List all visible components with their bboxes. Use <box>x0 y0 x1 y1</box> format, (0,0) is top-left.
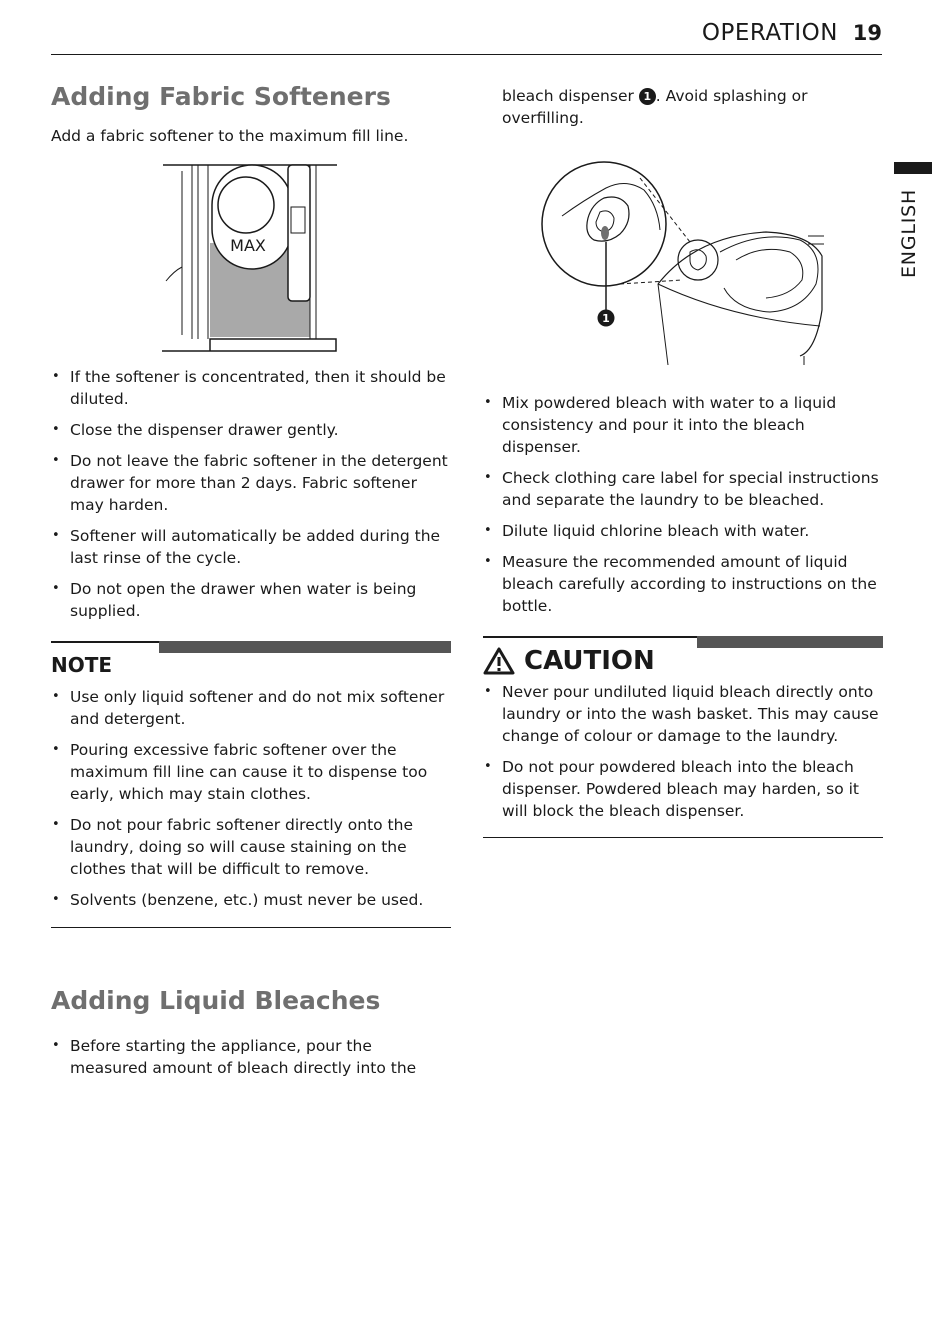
list-item: • Dilute liquid chlorine bleach with water. <box>483 520 883 542</box>
list-item: • Softener will automatically be added during the last rinse of the cycle. <box>51 525 451 569</box>
dispenser-marker: 1 <box>639 88 656 105</box>
softener-bullets <box>51 366 451 631</box>
softener-drawer-illustration <box>160 163 340 353</box>
note-title: NOTE <box>51 653 113 677</box>
page-number: 19 <box>852 21 882 45</box>
caution-title: CAUTION <box>524 646 655 676</box>
continued-text-start: bleach dispenser <box>502 87 634 105</box>
warning-icon <box>483 647 515 675</box>
section-title: OPERATION <box>701 20 838 46</box>
note-box <box>51 641 451 928</box>
bleach-dispenser-illustration <box>540 160 830 370</box>
language-tab <box>897 186 927 278</box>
page-header <box>51 18 882 55</box>
bleach-continued-text <box>502 85 882 129</box>
list-item: • Before starting the appliance, pour the measured amount of bleach directly into the <box>51 1035 451 1079</box>
list-item: • Use only liquid softener and do not mix softener and detergent. <box>51 686 451 730</box>
max-fill-label: MAX <box>230 236 266 255</box>
bleach-heading: Adding Liquid Bleaches <box>51 986 381 1015</box>
list-item: • Pouring excessive fabric softener over the maximum fill line can cause it to dispense too early, which may stain clothes. <box>51 739 451 805</box>
caution-box <box>483 636 883 838</box>
callout-number: 1 <box>602 312 610 325</box>
list-item: • Solvents (benzene, etc.) must never be used. <box>51 889 451 911</box>
bleach-section <box>51 986 451 1088</box>
list-item: • If the softener is concentrated, then it should be diluted. <box>51 366 451 410</box>
list-item: • Mix powdered bleach with water to a liquid consistency and pour it into the bleach dispenser. <box>483 392 883 458</box>
list-item: • Close the dispenser drawer gently. <box>51 419 451 441</box>
continued-text-end: . Avoid splashing or overfilling. <box>502 87 808 127</box>
caution-heading <box>483 646 655 676</box>
list-item: • Do not pour fabric softener directly onto the laundry, doing so will cause staining on the clothes that will be difficult to remove. <box>51 814 451 880</box>
list-item: • Check clothing care label for special instructions and separate the laundry to be bleached. <box>483 467 883 511</box>
list-item: • Never pour undiluted liquid bleach directly onto laundry or into the wash basket. This may cause change of colour or damage to the laundry. <box>483 681 883 747</box>
bleach-bullets <box>483 392 883 626</box>
softener-heading: Adding Fabric Softeners <box>51 82 391 111</box>
list-item: • Measure the recommended amount of liquid bleach carefully according to instructions on the bottle. <box>483 551 883 617</box>
language-tab-label: ENGLISH <box>898 188 920 278</box>
side-tab-marker <box>894 162 932 174</box>
softener-intro: Add a fabric softener to the maximum fill line. <box>51 127 409 145</box>
list-item: • Do not open the drawer when water is being supplied. <box>51 578 451 622</box>
softener-section <box>51 82 451 147</box>
list-item: • Do not leave the fabric softener in the detergent drawer for more than 2 days. Fabric softener may harden. <box>51 450 451 516</box>
list-item: • Do not pour powdered bleach into the bleach dispenser. Powdered bleach may harden, so it will block the bleach dispenser. <box>483 756 883 822</box>
